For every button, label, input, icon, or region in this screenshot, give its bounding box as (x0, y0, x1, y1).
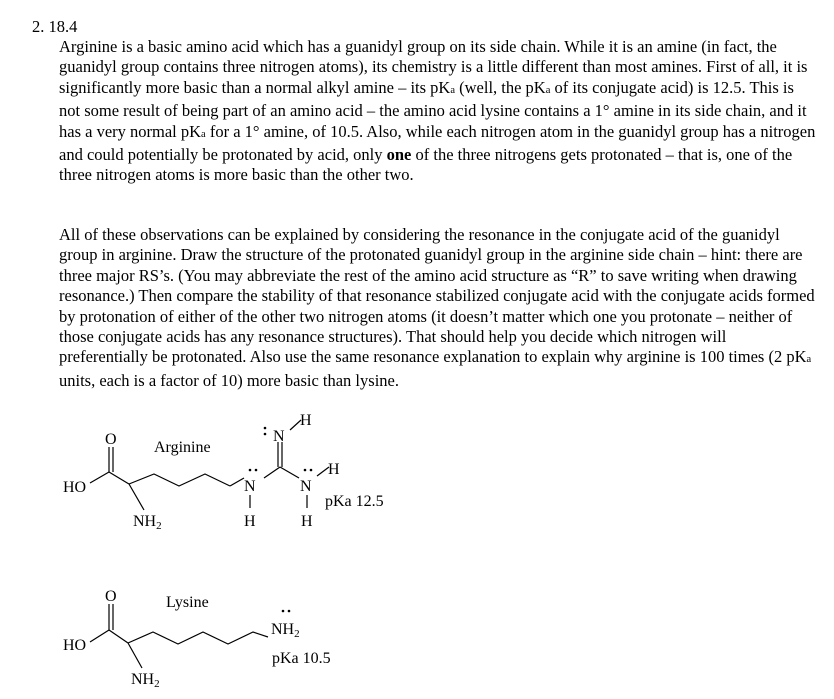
p2-text-2: units, each is a factor of 10) more basic than lysine. (59, 370, 399, 390)
lys-ho-label: HO (63, 637, 87, 654)
lys-carbonyl-o: O (105, 588, 117, 605)
p1-text-2: (well, the pK (455, 77, 546, 97)
lysine-label: Lysine (166, 594, 209, 611)
arg-h-left: H (244, 513, 256, 530)
p1-sub-2: a (545, 84, 551, 96)
lys-amine-text: NH (271, 621, 295, 638)
p1-text-4: for a 1° amine, of 10.5. Also, while each nitrogen atom in the guanidyl group has a nitrogen and could potentially be protonated by acid, only (59, 121, 816, 165)
arg-carbonyl-o: O (105, 431, 117, 448)
arg-h-top: H (300, 412, 312, 429)
arg-nh-text: NH (133, 513, 157, 530)
arg-n-left: N (244, 478, 256, 495)
arg-h-right-side: H (328, 461, 340, 478)
arg-n-top: N (273, 428, 285, 445)
lys-amine-label (271, 621, 300, 640)
arginine-label: Arginine (154, 439, 211, 456)
lys-nh-text: NH (131, 671, 155, 688)
lysine-bonds (90, 604, 268, 668)
lys-nh-sub: 2 (154, 678, 160, 690)
question-number-label: 2. (32, 17, 45, 36)
arg-nh-label (133, 513, 162, 532)
p1-text-3: of its conjugate acid) is 12.5. This is not some result of being part of an amino acid – the amino acid lysine contains a 1° amine in its side chain, and it has a very normal pK (59, 77, 807, 141)
lys-amine-sub: 2 (294, 628, 300, 640)
arg-h-right-bottom: H (301, 513, 313, 530)
arg-pka-label: pKa 12.5 (325, 493, 384, 510)
arg-nh-sub: 2 (156, 520, 162, 532)
p1-bold-one: one (386, 145, 412, 165)
p1-text-1: Arginine is a basic amino acid which has a guanidyl group on its side chain. While it is an amine (in fact, the guanidyl group contains three nitrogen atoms), its chemistry is a little different than most amines. First of all, it is significantly more basic than a normal alkyl amine – its pK (59, 37, 808, 97)
p1-text-5: of the three nitrogens gets protonated – that is, one of the three nitrogen atoms is more basic than the other two. (59, 145, 793, 185)
p1-sub-1: a (450, 84, 455, 96)
arginine-bonds (90, 420, 329, 510)
p2-text-1: All of these observations can be explained by considering the resonance in the conjugate acid of the guanidyl group in arginine. Draw the structure of the protonated guanidyl group in the arginine side chain – hint: there are three major RS’s. (You may abbreviate the rest of the amino acid structure as “R” to save writing when drawing resonance.) Then compare the stability of that resonance stabilized conjugate acid with the conjugate acids formed by protonation of either of the other two nitrogen atoms (it doesn’t matter which one you protonate – neither of those conjugate acids has any resonance structures). That should help you decide which nitrogen will preferentially be protonated. Also use the same resonance explanation to explain why arginine is 100 times (2 pK (59, 225, 815, 367)
lys-pka-label: pKa 10.5 (272, 650, 331, 667)
arg-n-right: N (300, 478, 312, 495)
arg-ho-label: HO (63, 479, 87, 496)
p1-sub-3: a (201, 128, 206, 140)
question-id: 18.4 (48, 17, 78, 36)
p2-sub-1: a (806, 354, 812, 366)
lys-nh-label (131, 671, 160, 690)
